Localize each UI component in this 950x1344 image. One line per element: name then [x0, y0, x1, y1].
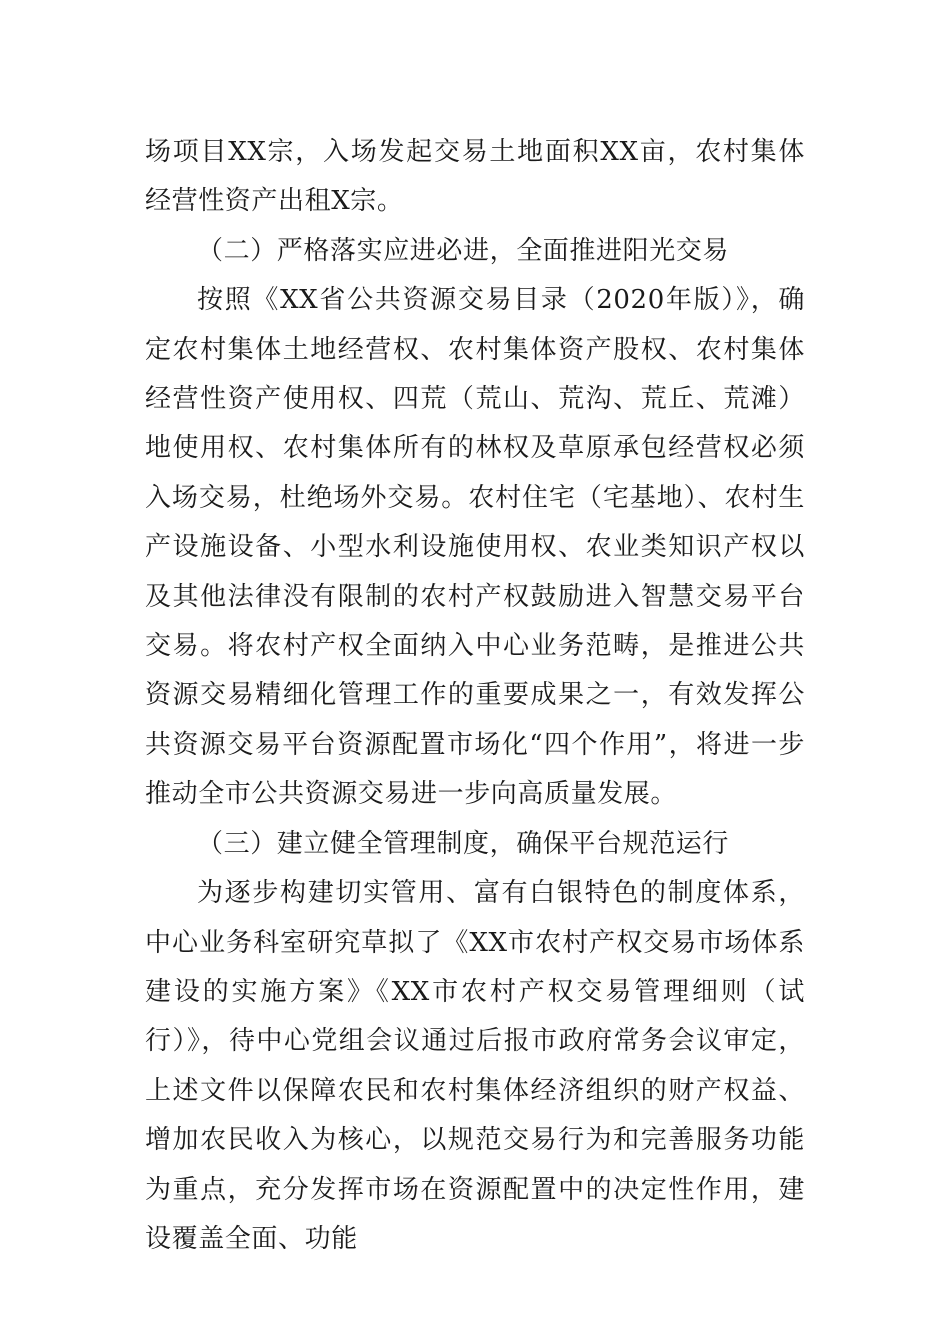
paragraph-trading-catalog: 按照《XX省公共资源交易目录（2020年版）》，确定农村集体土地经营权、农村集体资产股权、农村集体经营性资产使用权、四荒（荒山、荒沟、荒丘、荒滩）地使用权、农村集体所有的林权及草原承包经营权必须入场交易，杜绝场外交易。农村住宅（宅基地）、农村生产设施设备、小型水利设施使用权、农业类知识产权以及其他法律没有限制的农村产权鼓励进入智慧交易平台交易。将农村产权全面纳入中心业务范畴，是推进公共资源交易精细化管理工作的重要成果之一，有效发挥公共资源交易平台资源配置市场化“四个作用”，将进一步推动全市公共资源交易进一步向高质量发展。	[145, 285, 805, 810]
document-body	[145, 128, 805, 1264]
paragraph-continuation: 场项目XX宗，入场发起交易土地面积XX亩，农村集体经营性资产出租X宗。	[145, 137, 805, 217]
section-heading-3: （三）建立健全管理制度，确保平台规范运行	[197, 828, 730, 859]
section-heading-2: （二）严格落实应进必进，全面推进阳光交易	[197, 235, 730, 266]
paragraph-management-system: 为逐步构建切实管用、富有白银特色的制度体系，中心业务科室研究草拟了《XX市农村产权交易市场体系建设的实施方案》《XX市农村产权交易管理细则（试行）》，待中心党组会议通过后报市政府常务会议审定，上述文件以保障农民和农村集体经济组织的财产权益、增加农民收入为核心，以规范交易行为和完善服务功能为重点，充分发挥市场在资源配置中的决定性作用，建设覆盖全面、功能	[145, 878, 805, 1254]
